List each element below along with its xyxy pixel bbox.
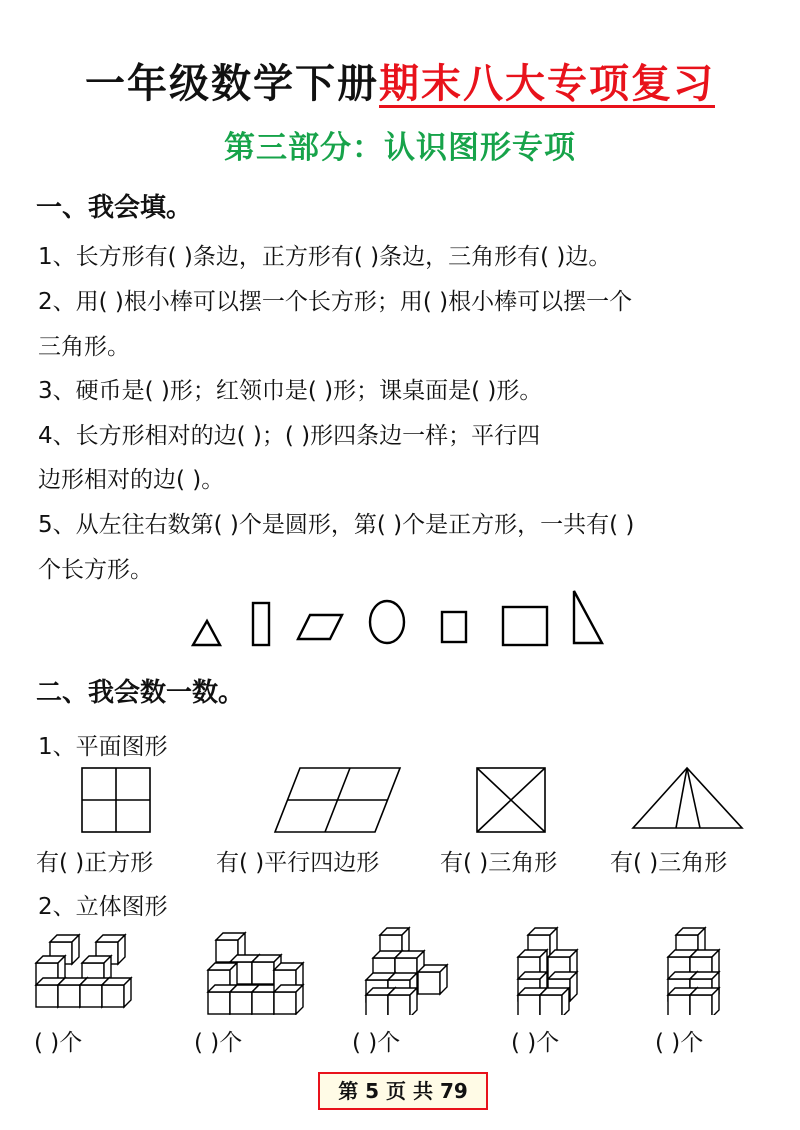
rectangle-shape [503,607,547,645]
square-shape [442,612,466,642]
q4-line: 4、长方形相对的边( )；( )形四条边一样；平行四 [38,423,541,449]
solid-shapes-label: 2、立体图形 [38,894,168,920]
caption-squares: 有( )正方形 [36,850,154,876]
cube-figures [28,925,768,1015]
parallelogram-grid-figure [275,768,400,832]
q1-line: 1、长方形有( )条边，正方形有( )条边，三角形有( )边。 [38,244,612,270]
section2-heading: 二、我会数一数。 [36,678,245,708]
cube-stack-5 [668,928,719,1015]
q2-line: 2、用( )根小棒可以摆一个长方形；用( )根小棒可以摆一个 [38,289,633,315]
caption-triangles-1: 有( )三角形 [440,850,558,876]
page-title [0,52,800,109]
grid-square-figure [82,768,150,832]
cube-stack-2 [208,933,303,1014]
q4-line-cont: 边形相对的边( )。 [38,467,225,493]
caption-parallelograms: 有( )平行四边形 [216,850,380,876]
title-black: 一年级数学下册 [85,61,379,107]
cube-count-1: ( )个 [34,1030,83,1056]
cube-stack-1 [36,935,131,1007]
plane-figures [70,760,760,840]
cube-count-3: ( )个 [352,1030,401,1056]
caption-triangles-2: 有( )三角形 [610,850,728,876]
crossed-square-figure [477,768,545,832]
section1-heading: 一、我会填。 [36,193,193,223]
q3-line: 3、硬币是( )形；红领巾是( )形；课桌面是( )形。 [38,378,543,404]
page-subtitle: 第三部分：认识图形专项 [224,130,576,166]
right-triangle-shape [574,591,602,643]
plane-shapes-label: 1、平面图形 [38,734,168,760]
shapes-row [180,585,620,655]
cube-count-5: ( )个 [655,1030,704,1056]
cube-stack-3 [366,928,447,1015]
q2-line-cont: 三角形。 [38,334,130,360]
page-number-badge: 第 5 页 共 79 [318,1072,488,1110]
circle-shape [370,601,404,643]
tall-rectangle-shape [253,603,269,645]
cube-count-4: ( )个 [511,1030,560,1056]
cube-count-2: ( )个 [194,1030,243,1056]
parallelogram-shape [298,615,342,639]
split-triangle-figure [633,768,742,828]
q5-line-cont: 个长方形。 [38,557,153,583]
title-red: 期末八大专项复习 [379,61,715,107]
triangle-shape [193,621,220,645]
q5-line: 5、从左往右数第( )个是圆形，第( )个是正方形，一共有( ) [38,512,635,538]
cube-stack-4 [518,928,577,1015]
